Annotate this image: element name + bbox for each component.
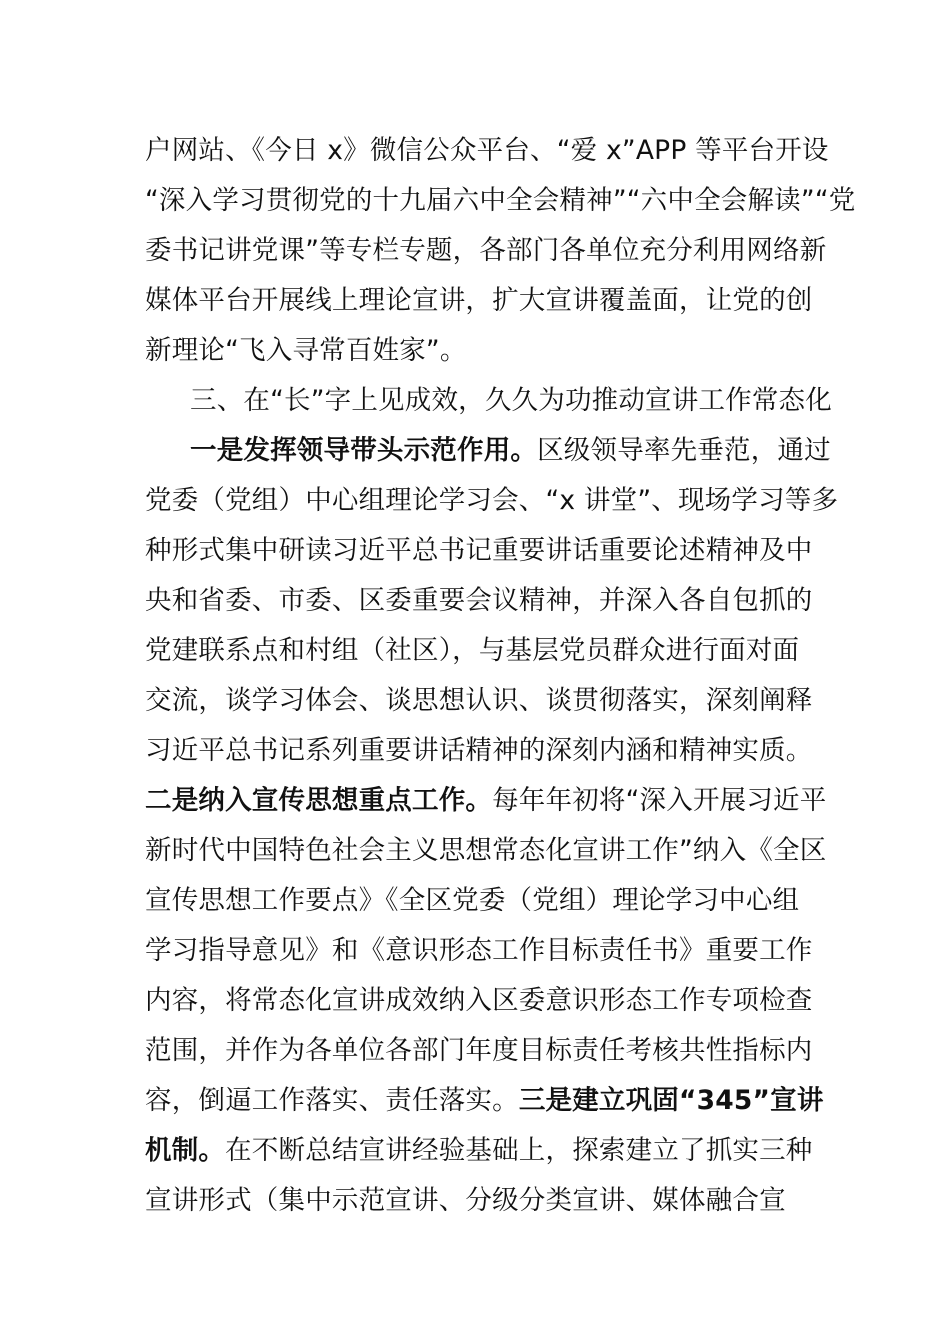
text-line bbox=[145, 726, 813, 776]
line-text: 央和省委、市委、区委重要会议精神，并深入各自包抓的 bbox=[145, 585, 813, 616]
line-text: 区级领导率先垂范，通过 bbox=[537, 435, 831, 466]
text-line bbox=[145, 976, 813, 1026]
line-text: 新时代中国特色社会主义思想常态化宣讲工作”纳入《全区 bbox=[145, 835, 827, 866]
text-line bbox=[145, 176, 856, 226]
line-text: 习近平总书记系列重要讲话精神的深刻内涵和精神实质。 bbox=[145, 735, 813, 766]
bold-lead: 三是建立巩固“345”宣讲 bbox=[518, 1085, 824, 1116]
text-line bbox=[145, 1026, 813, 1076]
line-text: 交流，谈学习体会、谈思想认识、谈贯彻落实，深刻阐释 bbox=[145, 685, 813, 716]
line-text: 党建联系点和村组（社区），与基层党员群众进行面对面 bbox=[145, 635, 800, 666]
bold-lead: 机制。 bbox=[145, 1135, 226, 1166]
line-text: 三、在“长”字上见成效，久久为功推动宣讲工作常态化 bbox=[190, 385, 832, 416]
bold-lead: 二是纳入宣传思想重点工作。 bbox=[145, 785, 493, 816]
text-line bbox=[145, 626, 810, 676]
line-text: 种形式集中研读习近平总书记重要讲话重要论述精神及中 bbox=[145, 535, 813, 566]
text-line bbox=[190, 426, 855, 476]
bold-lead: 一是发挥领导带头示范作用。 bbox=[190, 435, 538, 466]
text-line bbox=[145, 1126, 813, 1176]
line-text: 范围，并作为各单位各部门年度目标责任考核共性指标内 bbox=[145, 1035, 813, 1066]
text-line bbox=[145, 1176, 810, 1226]
line-text: 委书记讲党课”等专栏专题，各部门各单位充分利用网络新 bbox=[145, 235, 827, 266]
text-line bbox=[145, 926, 813, 976]
text-line bbox=[145, 226, 827, 276]
line-text: 宣讲形式（集中示范宣讲、分级分类宣讲、媒体融合宣 bbox=[145, 1185, 786, 1216]
text-line bbox=[145, 476, 839, 526]
line-text: 每年年初将“深入开展习近平 bbox=[492, 785, 827, 816]
line-text: 媒体平台开展线上理论宣讲，扩大宣讲覆盖面，让党的创 bbox=[145, 285, 813, 316]
text-line bbox=[145, 876, 810, 926]
text-line bbox=[145, 1076, 824, 1126]
line-text: 宣传思想工作要点》《全区党委（党组）理论学习中心组 bbox=[145, 885, 800, 916]
line-text: 新理论“飞入寻常百姓家”。 bbox=[145, 335, 467, 366]
line-text: 在不断总结宣讲经验基础上，探索建立了抓实三种 bbox=[225, 1135, 813, 1166]
text-line bbox=[145, 576, 813, 626]
line-text: 户网站、《今日 x》微信公众平台、“爱 x”APP 等平台开设 bbox=[145, 135, 829, 166]
line-text: 容，倒逼工作落实、责任落实。 bbox=[145, 1085, 519, 1116]
section-heading bbox=[190, 376, 855, 426]
text-line bbox=[145, 126, 829, 176]
line-text: 内容，将常态化宣讲成效纳入区委意识形态工作专项检查 bbox=[145, 985, 813, 1016]
text-line bbox=[145, 326, 810, 376]
line-text: 学习指导意见》和《意识形态工作目标责任书》重要工作 bbox=[145, 935, 813, 966]
text-line bbox=[145, 676, 813, 726]
text-line bbox=[145, 276, 813, 326]
text-line bbox=[145, 776, 827, 826]
line-text: “深入学习贯彻党的十九届六中全会精神”“六中全会解读”“党 bbox=[145, 185, 856, 216]
text-line bbox=[145, 826, 827, 876]
text-line bbox=[145, 526, 813, 576]
line-text: 党委（党组）中心组理论学习会、“x 讲堂”、现场学习等多 bbox=[145, 485, 839, 516]
